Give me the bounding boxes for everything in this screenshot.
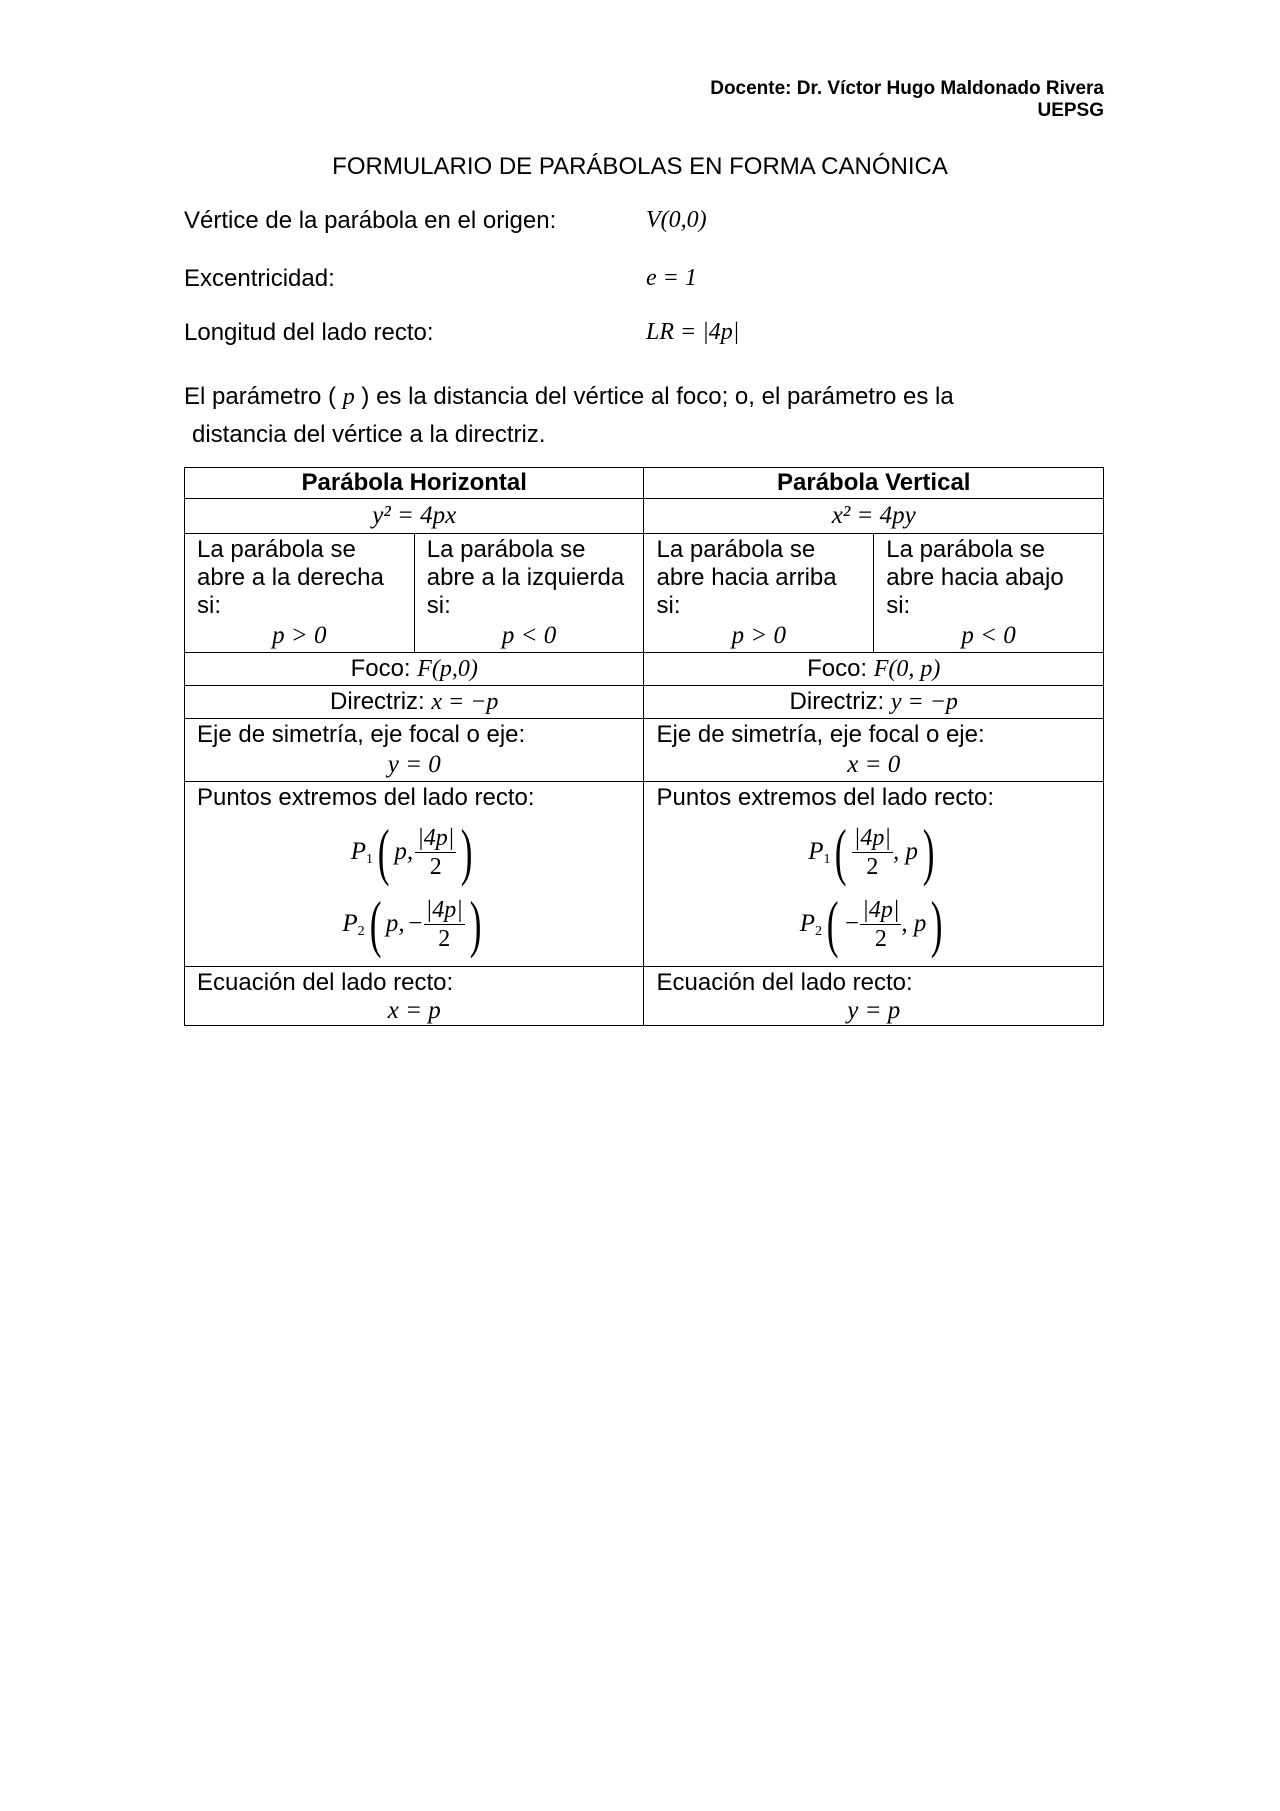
axis-vertical — [644, 719, 1104, 782]
parameter-description — [184, 378, 1104, 453]
page-title: FORMULARIO DE PARÁBOLAS EN FORMA CANÓNICA — [332, 153, 948, 180]
fraction-numerator: |4p| — [862, 896, 900, 923]
right-paren: ) — [931, 888, 943, 959]
endpoints-label: Puntos extremos del lado recto: — [656, 784, 994, 811]
point-name: $P_1$ — [350, 838, 374, 867]
property-value — [646, 262, 697, 292]
institution-name: UEPSG — [1037, 100, 1104, 121]
table-row — [185, 499, 1104, 534]
left-paren: ( — [835, 816, 847, 887]
property-value — [646, 204, 707, 234]
opening-condition: p < 0 — [961, 622, 1016, 649]
property-value — [646, 316, 739, 346]
point-coord: − — [843, 910, 861, 937]
opening-condition: p > 0 — [272, 622, 327, 649]
point-name: $P_1$ — [808, 838, 831, 867]
point-coord: , p — [901, 910, 927, 937]
equation-horizontal: y² = 4px — [185, 499, 644, 534]
lr-formula: x = p — [387, 997, 441, 1024]
lr-label: Ecuación del lado recto: — [197, 969, 454, 996]
right-paren: ) — [469, 888, 482, 959]
endpoints-vertical — [644, 782, 1104, 967]
opening-condition: p > 0 — [731, 622, 787, 649]
focus-label: Foco: — [807, 655, 868, 682]
point-coord: p, − — [385, 910, 424, 937]
left-paren: ( — [826, 888, 839, 959]
parameter-symbol: p — [342, 384, 355, 410]
point-name: $P_2$ — [799, 910, 823, 939]
property-latus-rectum — [184, 318, 434, 348]
table-row — [185, 719, 1104, 782]
table-row — [185, 653, 1104, 686]
opening-text: La parábola se abre hacia arriba si: — [656, 536, 837, 619]
axis-formula: y = 0 — [387, 751, 441, 778]
right-paren: ) — [922, 816, 935, 887]
fraction-numerator: |4p| — [425, 896, 463, 923]
parameter-text-before: El parámetro ( — [184, 383, 337, 410]
fraction-denominator: 2 — [866, 853, 879, 880]
opening-condition: p < 0 — [501, 622, 557, 649]
focus-vertical — [644, 653, 1104, 686]
endpoints-label: Puntos extremos del lado recto: — [197, 784, 535, 811]
latus-rectum-formula: LR = |4p| — [646, 319, 740, 345]
fraction-numerator: |4p| — [417, 824, 455, 851]
endpoints-horizontal — [185, 782, 644, 967]
fraction — [852, 824, 893, 881]
equation-vertical: x² = 4py — [644, 499, 1104, 534]
endpoint-p2 — [656, 888, 1091, 959]
header-horizontal: Parábola Horizontal — [185, 468, 644, 499]
fraction — [415, 824, 456, 881]
header-vertical: Parábola Vertical — [644, 468, 1104, 499]
focus-label: Foco: — [350, 655, 411, 682]
vertex-formula: V(0,0) — [646, 207, 707, 233]
right-paren: ) — [461, 816, 473, 887]
focus-formula: F(0, p) — [873, 656, 941, 682]
endpoint-p1 — [197, 816, 631, 887]
point-coord: p, — [394, 838, 416, 865]
table-row — [185, 967, 1104, 1026]
lr-equation-horizontal — [185, 967, 644, 1026]
point-name: $P_2$ — [342, 910, 365, 939]
directrix-horizontal — [185, 686, 644, 719]
opening-text: La parábola se abre a la derecha si: — [197, 536, 384, 619]
focus-horizontal — [185, 653, 644, 686]
fraction-numerator: |4p| — [853, 824, 891, 851]
opening-cell — [874, 534, 1104, 653]
parameter-text-line2: distancia del vértice a la directriz. — [192, 421, 546, 448]
directrix-formula: y = −p — [890, 689, 958, 715]
lr-label: Ecuación del lado recto: — [656, 969, 913, 996]
table-row — [185, 468, 1104, 499]
table-row — [185, 782, 1104, 967]
fraction-denominator: 2 — [438, 925, 451, 952]
opening-text: La parábola se abre hacia abajo si: — [886, 536, 1064, 619]
left-paren: ( — [377, 816, 390, 887]
left-paren: ( — [369, 888, 382, 959]
teacher-name: Docente: Dr. Víctor Hugo Maldonado Rivera — [710, 78, 1104, 99]
opening-cell — [644, 534, 874, 653]
endpoint-p2 — [197, 888, 631, 959]
property-label: Excentricidad: — [184, 265, 335, 292]
property-label: Vértice de la parábola en el origen: — [184, 207, 557, 234]
opening-text: La parábola se abre a la izquierda si: — [426, 536, 625, 619]
fraction-denominator: 2 — [874, 925, 887, 952]
lr-equation-vertical — [644, 967, 1104, 1026]
opening-cell — [185, 534, 415, 653]
table-row — [185, 534, 1104, 653]
axis-label: Eje de simetría, eje focal o eje: — [197, 721, 526, 748]
fraction — [424, 896, 465, 953]
directrix-vertical — [644, 686, 1104, 719]
eccentricity-formula: e = 1 — [646, 265, 697, 291]
axis-formula: x = 0 — [847, 751, 901, 778]
axis-horizontal — [185, 719, 644, 782]
opening-cell — [414, 534, 644, 653]
property-vertex — [184, 206, 556, 236]
fraction-denominator: 2 — [429, 853, 442, 880]
table-row — [185, 686, 1104, 719]
fraction — [860, 896, 901, 953]
endpoint-p1 — [656, 816, 1091, 887]
directrix-formula: x = −p — [431, 689, 499, 715]
lr-formula: y = p — [847, 997, 901, 1024]
directrix-label: Directriz: — [330, 688, 425, 715]
directrix-label: Directriz: — [789, 688, 885, 715]
parameter-text-after: ) es la distancia del vértice al foco; o, el parámetro es la — [361, 383, 954, 410]
property-label: Longitud del lado recto: — [184, 319, 434, 346]
focus-formula: F(p,0) — [417, 656, 478, 682]
property-eccentricity — [184, 264, 335, 294]
axis-label: Eje de simetría, eje focal o eje: — [656, 721, 985, 748]
parabola-table — [184, 467, 1104, 1026]
document-header — [710, 78, 1104, 122]
point-coord: , p — [892, 838, 918, 865]
